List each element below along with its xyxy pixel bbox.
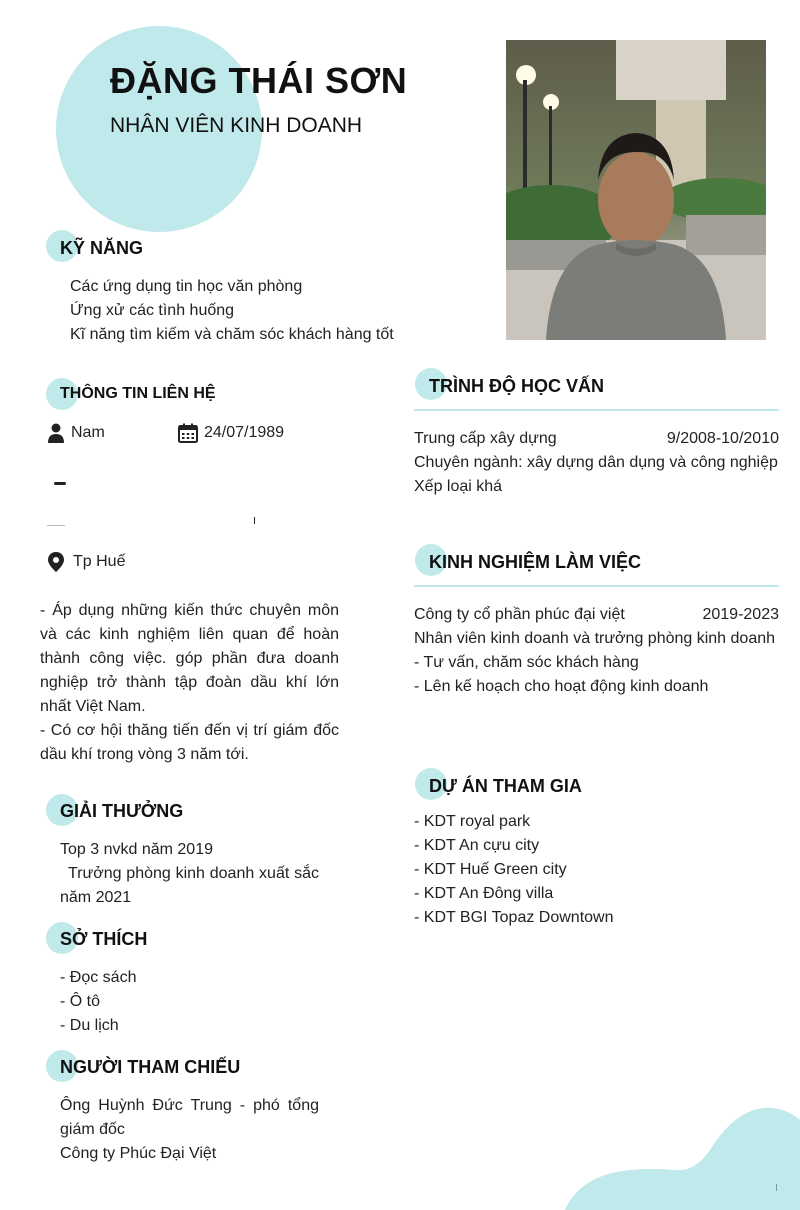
projects-list [414, 810, 779, 930]
education-section-heading [415, 368, 604, 396]
objective-line: - Áp dụng những kiến thức chuyên môn và các kinh nghiệm liên quan để hoàn thành công việc. góp phần đưa doanh nghiệp trở thành tập đoàn dầu khí lớn nhất Việt Nam. [40, 602, 339, 715]
skills-section-heading [46, 230, 144, 258]
candidate-name: ĐẶNG THÁI SƠN [110, 60, 408, 101]
experience-duty: - Tư vấn, chăm sóc khách hàng [414, 654, 639, 671]
email-icon-fragment [47, 525, 65, 526]
education-row [414, 427, 779, 451]
reference-line: Công ty Phúc Đại Việt [60, 1145, 217, 1162]
skill-item: Các ứng dụng tin học văn phòng [70, 278, 303, 295]
experience-divider [414, 585, 779, 587]
project-item: - KDT royal park [414, 813, 531, 830]
award-item: Trưởng phòng kinh doanh xuất sắc năm 2021 [60, 865, 319, 906]
hobby-item: - Ô tô [60, 993, 101, 1010]
contact-heading-text: THÔNG TIN LIÊN HỆ [60, 385, 216, 402]
project-item: - KDT Huế Green city [414, 861, 567, 878]
phone-icon-fragment [54, 482, 66, 485]
projects-section-heading [415, 768, 582, 796]
experience-period: 2019-2023 [702, 606, 779, 623]
projects-heading-text: DỰ ÁN THAM GIA [429, 776, 582, 796]
education-major: Chuyên ngành: xây dựng dân dụng và công nghiệp [414, 454, 778, 471]
experience-position: Nhân viên kinh doanh và trưởng phòng kinh doanh [414, 630, 776, 647]
candidate-title: NHÂN VIÊN KINH DOANH [110, 114, 363, 137]
awards-heading-text: GIẢI THƯỞNG [60, 801, 184, 821]
project-item: - KDT An cựu city [414, 837, 540, 854]
skills-list [70, 275, 450, 347]
experience-row [414, 603, 779, 627]
experience-duty: - Lên kế hoạch cho hoạt động kinh doanh [414, 678, 709, 695]
hobbies-section-heading [46, 922, 148, 949]
calendar-icon [178, 423, 198, 443]
gender-value: Nam [71, 424, 105, 441]
experience-heading-text: KINH NGHIỆM LÀM VIỆC [429, 552, 642, 572]
skill-item: Ứng xử các tình huống [70, 302, 235, 319]
address-value: Tp Huế [73, 553, 126, 570]
location-pin-icon [47, 552, 65, 572]
reference-line: Ông Huỳnh Đức Trung - phó tổng giám đốc [60, 1097, 319, 1138]
company-name: Công ty cổ phần phúc đại việt [414, 606, 625, 623]
education-period: 9/2008-10/2010 [666, 430, 779, 447]
project-item: - KDT BGI Topaz Downtown [414, 909, 614, 926]
references-section-heading [46, 1050, 241, 1077]
career-objective [40, 599, 339, 767]
contact-gender [48, 423, 105, 443]
experience-section-heading [415, 544, 642, 572]
education-divider [414, 409, 779, 411]
contact-address [47, 552, 125, 572]
school-name: Trung cấp xây dựng [414, 430, 557, 447]
hobby-item: - Du lịch [60, 1017, 119, 1034]
hobbies-list [60, 966, 319, 1038]
skills-heading-text: KỸ NĂNG [60, 238, 144, 258]
hobby-item: - Đọc sách [60, 969, 137, 986]
project-item: - KDT An Đông villa [414, 885, 554, 902]
portrait-illustration [506, 40, 766, 340]
education-grade: Xếp loại khá [414, 478, 503, 495]
experience-block [414, 603, 779, 699]
awards-list [60, 838, 319, 910]
objective-line: - Có cơ hội thăng tiến đến vị trí giám đốc dầu khí trong vòng 3 năm tới. [40, 722, 339, 763]
education-heading-text: TRÌNH ĐỘ HỌC VẤN [429, 376, 604, 396]
person-icon [48, 423, 64, 443]
text-fragment [254, 517, 255, 524]
hobbies-heading-text: SỞ THÍCH [60, 929, 148, 949]
birthdate-value: 24/07/1989 [204, 424, 285, 441]
contact-section-heading [46, 378, 216, 402]
references-heading-text: NGƯỜI THAM CHIẾU [60, 1057, 241, 1077]
profile-photo [506, 40, 766, 340]
decorative-corner-blob [560, 1100, 800, 1210]
award-item: Top 3 nvkd năm 2019 [60, 841, 213, 858]
contact-birthdate [178, 423, 284, 443]
skill-item: Kĩ năng tìm kiếm và chăm sóc khách hàng tốt [70, 326, 394, 343]
education-block [414, 427, 779, 499]
references-list [60, 1094, 319, 1166]
awards-section-heading [46, 794, 184, 821]
